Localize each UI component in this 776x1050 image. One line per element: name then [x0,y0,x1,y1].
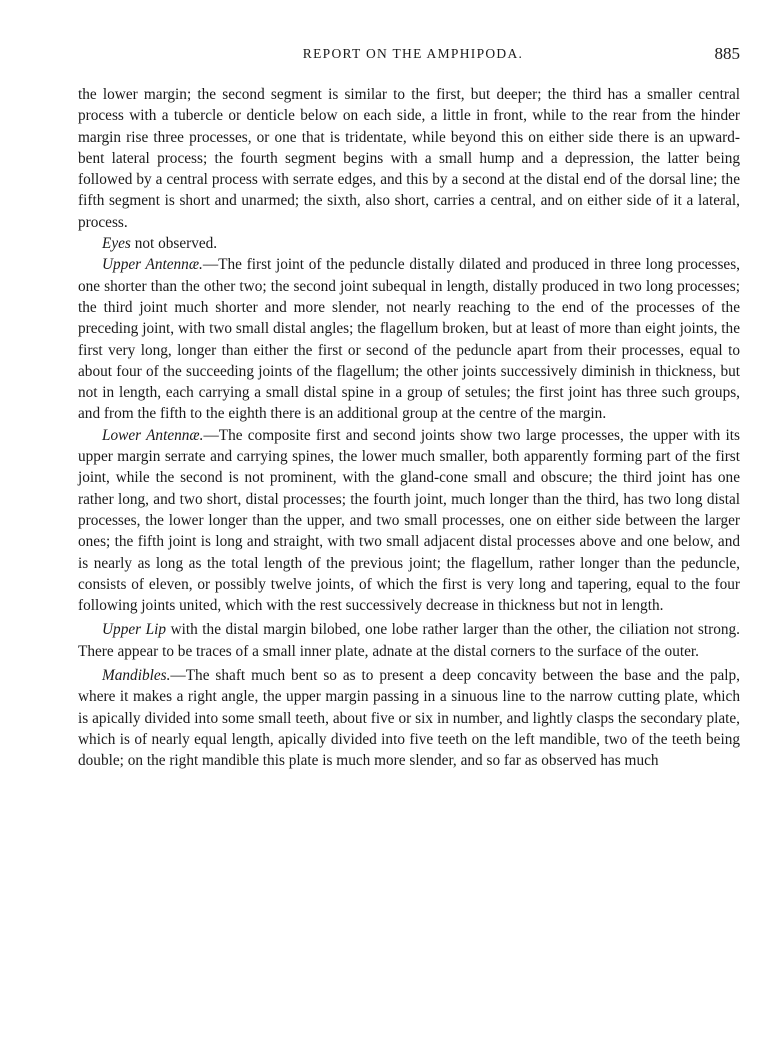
paragraph-text: —The first joint of the peduncle distally dilated and produced in three long processes, one shorter than the other two; the second joint subequal in length, distally produced in two long processes; the third joint much shorter and more slender, not nearly reaching to the end of the processes of the preceding joint, with two small distal angles; the flagellum broken, but at least of more than eight joints, the first very long, longer than either the first or second of the peduncle apart from their processes, equal to about four of the succeeding joints of the flagellum; the other joints successively diminish in thickness, but not in length, each carrying a small distal spine in a group of setules; the first joint has three such groups, and from the fifth to the eighth there is an additional group at the centre of the margin. [78,256,740,423]
paragraph-upper-lip [78,619,740,662]
paragraph-lead: Lower Antennæ. [102,426,204,444]
document-page [78,40,740,772]
paragraph-continued [78,84,740,233]
paragraph-eyes [78,233,740,254]
paragraph-mandibles [78,665,740,771]
paragraph-lower-antennae [78,425,740,617]
paragraph-text: not observed. [130,235,218,253]
running-title: REPORT ON THE AMPHIPODA. [302,46,524,61]
body-text [78,84,740,772]
paragraph-text: —The composite first and second joints show two large processes, the upper with its upper margin serrate and carrying spines, the lower much smaller, both apparently forming part of the first joint, while the second is not prominent, with the gland-cone small and obscure; the third joint has one rather long, and two short, distal processes; the fourth joint, much longer than the third, has two long distal processes, the lower longer than the upper, and two small processes, one on either side between the larger ones; the fifth joint is long and straight, with two small adjacent distal processes above and one below, and is nearly as long as the total length of the previous joint; the flagellum, rather longer than the peduncle, consists of eleven, or possibly twelve joints, of which the first is very long and tapering, equal to the four following joints united, which with the rest successively decrease in thickness but not in length. [78,426,740,615]
paragraph-lead: Eyes [102,235,131,253]
paragraph-text: —The shaft much bent so as to present a deep concavity between the base and the palp, where it makes a right angle, the upper margin passing in a sinuous line to the narrow cutting plate, which is apically divided into some small teeth, about five or six in number, and lightly clasps the secondary plate, which is of nearly equal length, apically divided into five teeth on the left mandible, two of the teeth being double; on the right mandible this plate is much more slender, and so far as observed has much [78,667,740,770]
page-number: 885 [714,44,740,63]
running-head [78,40,740,68]
paragraph-lead: Upper Lip [102,621,167,639]
paragraph-text: the lower margin; the second segment is similar to the first, but deeper; the third has a smaller central process with a tubercle or denticle below on each side, a little in front, while to the rear from the hinder margin rise three processes, or one that is tridentate, while beyond this on either side there is an upward-bent lateral process; the fourth segment begins with a small hump and a depression, the latter being followed by a central process with serrate edges, and this by a second at the distal end of the dorsal line; the fifth segment is short and unarmed; the sixth, also short, carries a central, and on either side of it a lateral, process. [78,86,740,231]
paragraph-upper-antennae [78,254,740,424]
paragraph-text: with the distal margin bilobed, one lobe rather larger than the other, the ciliation not strong. There appear to be traces of a small inner plate, adnate at the distal corners to the surface of the outer. [78,621,740,660]
paragraph-lead: Mandibles. [102,667,171,685]
paragraph-lead: Upper Antennæ. [102,256,203,274]
